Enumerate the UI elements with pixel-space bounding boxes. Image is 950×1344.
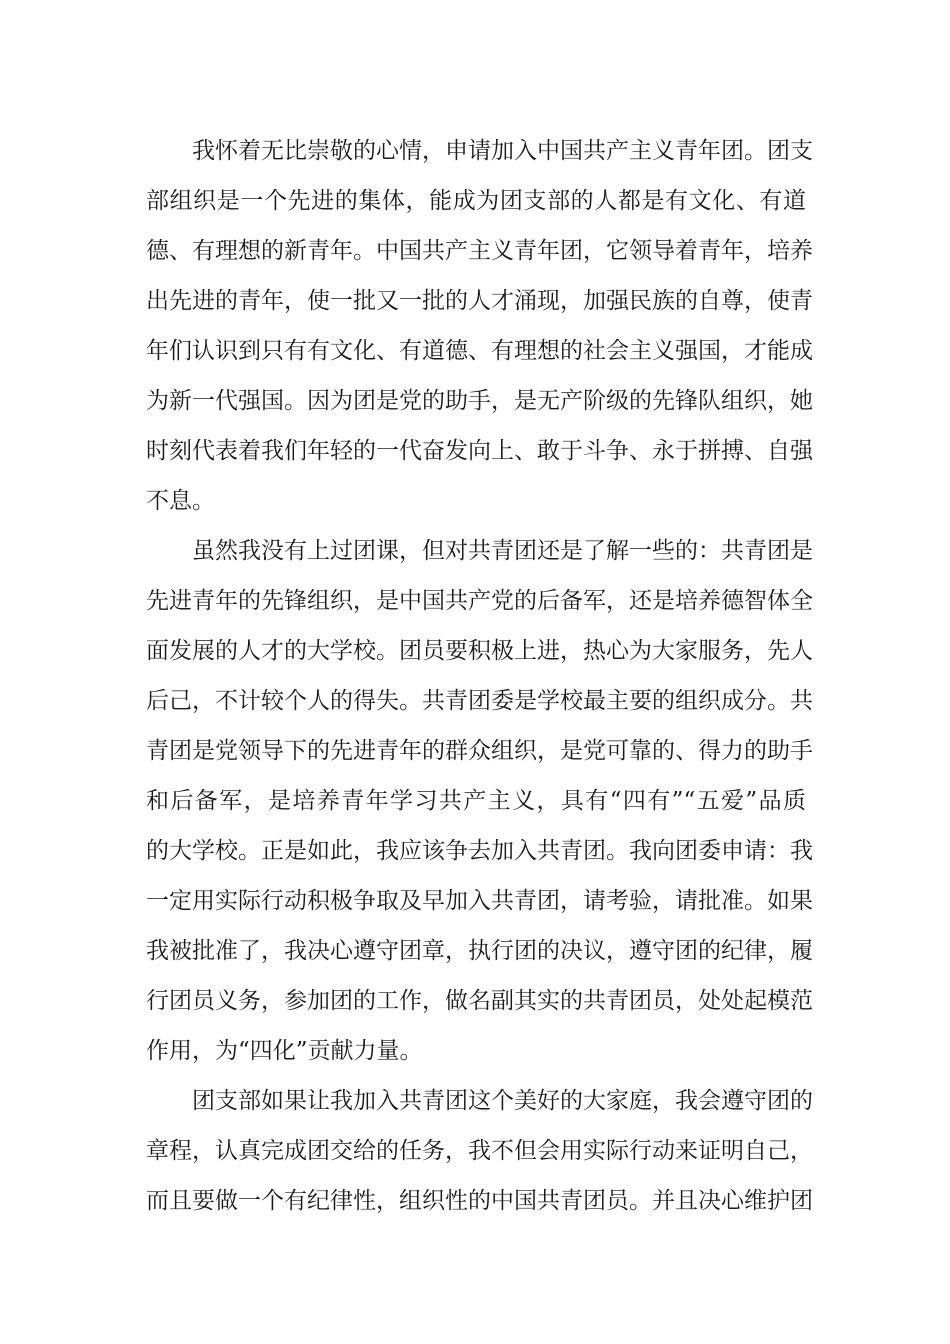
paragraph-line: 行团员义务，参加团的工作，做名副其实的共青团员，处处起模范 <box>146 988 813 1014</box>
paragraph-line: 作用，为“四化”贡献力量。 <box>146 1038 423 1064</box>
paragraph-line: 而且要做一个有纪律性，组织性的中国共青团员。并且决心维护团 <box>146 1188 813 1214</box>
paragraph-line: 时刻代表着我们年轻的一代奋发向上、敢于斗争、永于拼搏、自强 <box>146 438 813 464</box>
paragraph-line: 青团是党领导下的先进青年的群众组织，是党可靠的、得力的助手 <box>146 738 813 764</box>
paragraph-2 <box>146 526 813 1076</box>
paragraph-line: 一定用实际行动积极争取及早加入共青团，请考验，请批准。如果 <box>146 888 813 914</box>
paragraph-line: 为新一代强国。因为团是党的助手，是无产阶级的先锋队组织，她 <box>146 388 813 414</box>
paragraph-line: 和后备军，是培养青年学习共产主义，具有“四有”“五爱”品质 <box>146 788 806 814</box>
paragraph-line: 年们认识到只有有文化、有道德、有理想的社会主义强国，才能成 <box>146 338 813 364</box>
paragraph-line: 虽然我没有上过团课，但对共青团还是了解一些的：共青团是 <box>192 538 813 564</box>
paragraph-line: 出先进的青年，使一批又一批的人才涌现，加强民族的自尊，使青 <box>146 288 813 314</box>
document-body <box>146 126 813 1226</box>
paragraph-line: 的大学校。正是如此，我应该争去加入共青团。我向团委申请：我 <box>146 838 813 864</box>
paragraph-line: 团支部如果让我加入共青团这个美好的大家庭，我会遵守团的 <box>192 1088 813 1114</box>
paragraph-line: 后己，不计较个人的得失。共青团委是学校最主要的组织成分。共 <box>146 688 813 714</box>
paragraph-3 <box>146 1076 813 1226</box>
paragraph-line: 章程，认真完成团交给的任务，我不但会用实际行动来证明自己， <box>146 1138 813 1164</box>
paragraph-1 <box>146 126 813 526</box>
paragraph-line: 我被批准了，我决心遵守团章，执行团的决议，遵守团的纪律，履 <box>146 938 813 964</box>
paragraph-line: 德、有理想的新青年。中国共产主义青年团，它领导着青年，培养 <box>146 238 813 264</box>
paragraph-line: 部组织是一个先进的集体，能成为团支部的人都是有文化、有道 <box>146 188 806 214</box>
paragraph-line: 不息。 <box>146 488 215 514</box>
paragraph-line: 先进青年的先锋组织，是中国共产党的后备军，还是培养德智体全 <box>146 588 813 614</box>
paragraph-line: 我怀着无比崇敬的心情，申请加入中国共产主义青年团。团支 <box>192 138 813 164</box>
paragraph-line: 面发展的人才的大学校。团员要积极上进，热心为大家服务，先人 <box>146 638 813 664</box>
